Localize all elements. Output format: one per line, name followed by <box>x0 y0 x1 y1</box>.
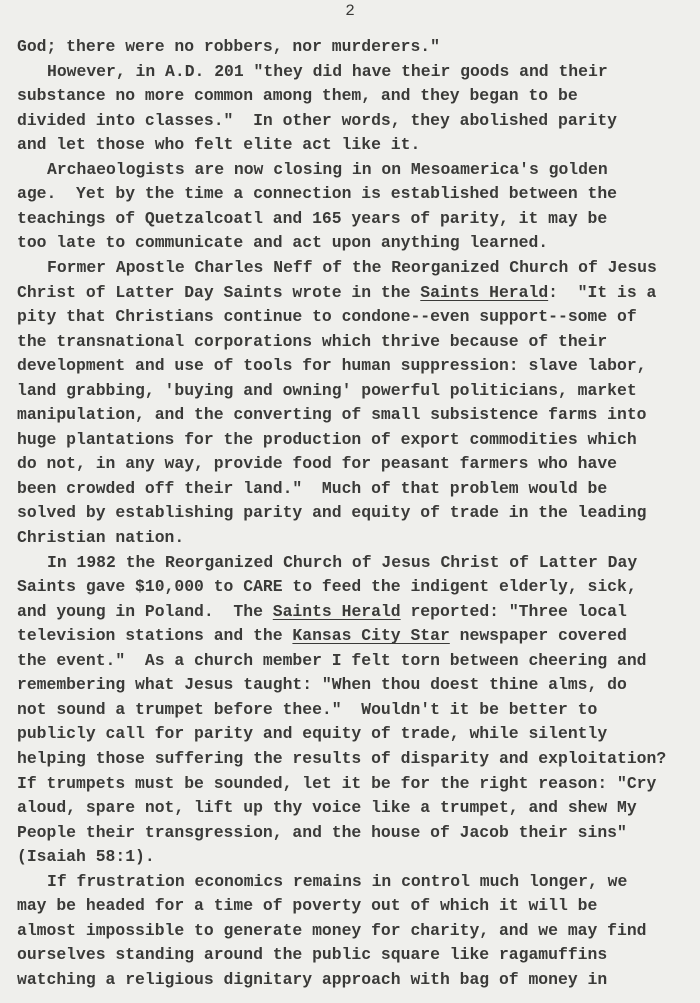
text-segment: In 1982 the Reorganized Church of Jesus Christ of Latter Day <box>47 552 638 572</box>
text-segment: and young in Poland. The <box>17 601 273 621</box>
text-segment: publicly call for parity and equity of trade, while silently <box>17 724 608 744</box>
underlined-title: Kansas City Star <box>292 626 450 646</box>
text-segment: television stations and the <box>17 626 293 646</box>
text-segment: However, in A.D. 201 "they did have their goods and their <box>47 61 608 81</box>
text-segment: solved by establishing parity and equity of trade in the leading <box>17 503 647 523</box>
text-segment: Archaeologists are now closing in on Mesoamerica's golden <box>47 159 608 179</box>
text-line <box>17 724 607 744</box>
text-segment: aloud, spare not, lift up thy voice like a trumpet, and shew My <box>17 798 637 818</box>
text-line <box>17 774 656 794</box>
text-line <box>17 626 627 646</box>
text-line <box>17 749 666 769</box>
text-segment: pity that Christians continue to condone--even support--some of <box>17 307 637 327</box>
text-segment: the transnational corporations which thrive because of their <box>17 331 608 351</box>
text-line <box>17 921 647 941</box>
text-segment: too late to communicate and act upon anything learned. <box>17 233 549 253</box>
text-line <box>17 430 637 450</box>
text-segment: land grabbing, 'buying and owning' powerful politicians, market <box>17 380 637 400</box>
text-segment: If trumpets must be sounded, let it be for the right reason: "Cry <box>17 773 657 793</box>
underlined-title: Saints Herald <box>420 282 549 302</box>
text-segment: divided into classes." In other words, they abolished parity <box>17 110 617 130</box>
text-segment: and let those who felt elite act like it. <box>17 135 421 155</box>
text-segment: ourselves standing around the public square like ragamuffins <box>17 945 608 965</box>
text-segment: reported: "Three local <box>400 601 627 621</box>
underlined-title: Saints Herald <box>272 601 401 621</box>
text-segment: development and use of tools for human suppression: slave labor, <box>17 356 647 376</box>
text-line <box>17 209 607 229</box>
text-segment: do not, in any way, provide food for peasant farmers who have <box>17 454 617 474</box>
page-number: 2 <box>345 2 355 20</box>
text-segment: substance no more common among them, and they began to be <box>17 86 578 106</box>
text-segment: watching a religious dignitary approach with bag of money in <box>17 969 608 989</box>
text-line <box>17 528 184 548</box>
text-line <box>17 332 607 352</box>
text-line <box>17 577 637 597</box>
paragraph-first-line <box>47 160 608 180</box>
text-segment: age. Yet by the time a connection is established between the <box>17 184 617 204</box>
text-segment: God; there were no robbers, nor murderers." <box>17 37 440 56</box>
text-segment: Christian nation. <box>17 528 185 547</box>
text-line <box>17 970 607 990</box>
text-line <box>17 847 155 867</box>
text-line <box>17 307 637 327</box>
paragraph-first-line <box>47 872 627 892</box>
text-segment: may be headed for a time of poverty out of which it will be <box>17 896 598 916</box>
text-segment: almost impossible to generate money for charity, and we may find <box>17 920 647 940</box>
text-line <box>17 823 627 843</box>
text-line <box>17 798 637 818</box>
paragraph-first-line <box>47 258 657 278</box>
text-line <box>17 651 647 671</box>
text-segment: Saints gave $10,000 to CARE to feed the indigent elderly, sick, <box>17 577 637 597</box>
text-segment: Christ of Latter Day Saints wrote in the <box>17 282 421 302</box>
text-segment: Former Apostle Charles Neff of the Reorganized Church of Jesus <box>47 257 657 277</box>
text-segment: manipulation, and the converting of small subsistence farms into <box>17 405 647 425</box>
text-segment: teachings of Quetzalcoatl and 165 years of parity, it may be <box>17 208 608 228</box>
text-line <box>17 675 627 695</box>
text-line <box>17 135 420 155</box>
text-line <box>17 111 617 131</box>
text-segment: People their transgression, and the house of Jacob their sins" <box>17 822 627 842</box>
text-line <box>17 283 656 303</box>
text-line <box>17 454 617 474</box>
text-segment: huge plantations for the production of export commodities which <box>17 429 637 449</box>
text-line <box>17 405 647 425</box>
text-segment: helping those suffering the results of disparity and exploitation? <box>17 748 667 768</box>
text-segment: the event." As a church member I felt torn between cheering and <box>17 650 647 670</box>
text-segment: : "It is a <box>548 282 657 302</box>
text-line <box>17 86 578 106</box>
text-line <box>17 602 627 622</box>
text-line <box>17 700 597 720</box>
text-line <box>17 233 548 253</box>
text-segment: (Isaiah 58:1). <box>17 847 155 867</box>
text-segment: If frustration economics remains in control much longer, we <box>47 871 628 891</box>
text-line <box>17 896 597 916</box>
text-line <box>17 479 607 499</box>
text-line <box>17 37 440 57</box>
text-line <box>17 945 607 965</box>
text-line <box>17 184 617 204</box>
text-segment: not sound a trumpet before thee." Wouldn't it be better to <box>17 699 598 719</box>
text-segment: remembering what Jesus taught: "When thou doest thine alms, do <box>17 675 627 695</box>
text-segment: newspaper covered <box>449 626 627 646</box>
text-line <box>17 356 647 376</box>
text-line <box>17 503 647 523</box>
paragraph-first-line <box>47 553 637 573</box>
paragraph-first-line <box>47 62 608 82</box>
text-line <box>17 381 637 401</box>
text-segment: been crowded off their land." Much of that problem would be <box>17 478 608 498</box>
